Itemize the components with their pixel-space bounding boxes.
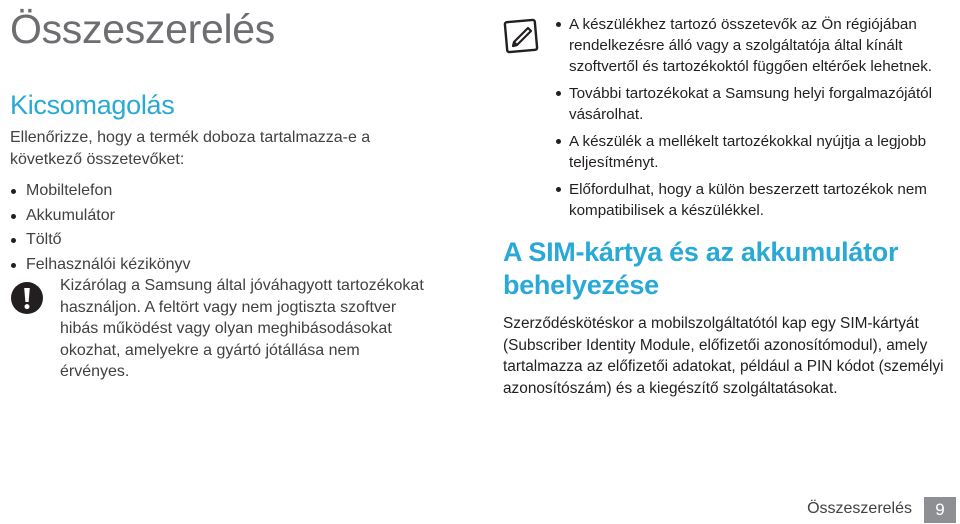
list-item: Töltő (10, 228, 440, 253)
note-item: A készülékhez tartozó összetevők az Ön régiójában rendelkezésre álló vagy a szolgáltatója által kínált szoftvertől és tartozékoktól függően eltérőek lehetnek. (555, 14, 955, 77)
warning-block (10, 275, 430, 383)
sim-heading: A SIM-kártya és az akkumulátor behelyezése (503, 237, 899, 300)
list-item: Felhasználói kézikönyv (10, 253, 440, 278)
warning-exclamation-icon (10, 281, 44, 315)
packaging-section (10, 88, 440, 277)
packaging-intro: Ellenőrizze, hogy a termék doboza tartalmazza-e a következő összetevőket: (10, 129, 371, 168)
note-item: A készülék a mellékelt tartozékokkal nyújtja a legjobb teljesítményt. (555, 131, 955, 173)
notes-list (555, 14, 955, 227)
footer-section-label: Összeszerelés (807, 500, 912, 517)
note-item: Előfordulhat, hogy a külön beszerzett tartozékok nem kompatibilisek a készülékkel. (555, 179, 955, 221)
page-title: Összeszerelés (10, 6, 275, 52)
note-pencil-icon (503, 18, 539, 54)
sim-body-text: Szerződéskötéskor a mobilszolgáltatótól kap egy SIM-kártyát (Subscriber Identity Module, előfizetői azonosítómodul), amely tartalmazza az előfizetői adatokat, például a PIN kódot (személyi azonosítószám) és a kiegészítő szolgáltatásokat. (503, 315, 944, 397)
list-item: Mobiltelefon (10, 179, 440, 204)
warning-text: Kizárólag a Samsung által jóváhagyott tartozékokat használjon. A feltört vagy nem jogtiszta szoftver hibás működést vagy olyan meghibásodásokat okozhat, amelyekre a gyártó jótállása nem érvényes. (60, 277, 424, 380)
list-item: Akkumulátor (10, 204, 440, 229)
packaging-heading: Kicsomagolás (10, 90, 175, 120)
page-number: 9 (924, 497, 956, 523)
note-item: További tartozékokat a Samsung helyi forgalmazójától vásárolhat. (555, 83, 955, 125)
package-contents-list (10, 179, 440, 277)
sim-section (503, 236, 955, 399)
